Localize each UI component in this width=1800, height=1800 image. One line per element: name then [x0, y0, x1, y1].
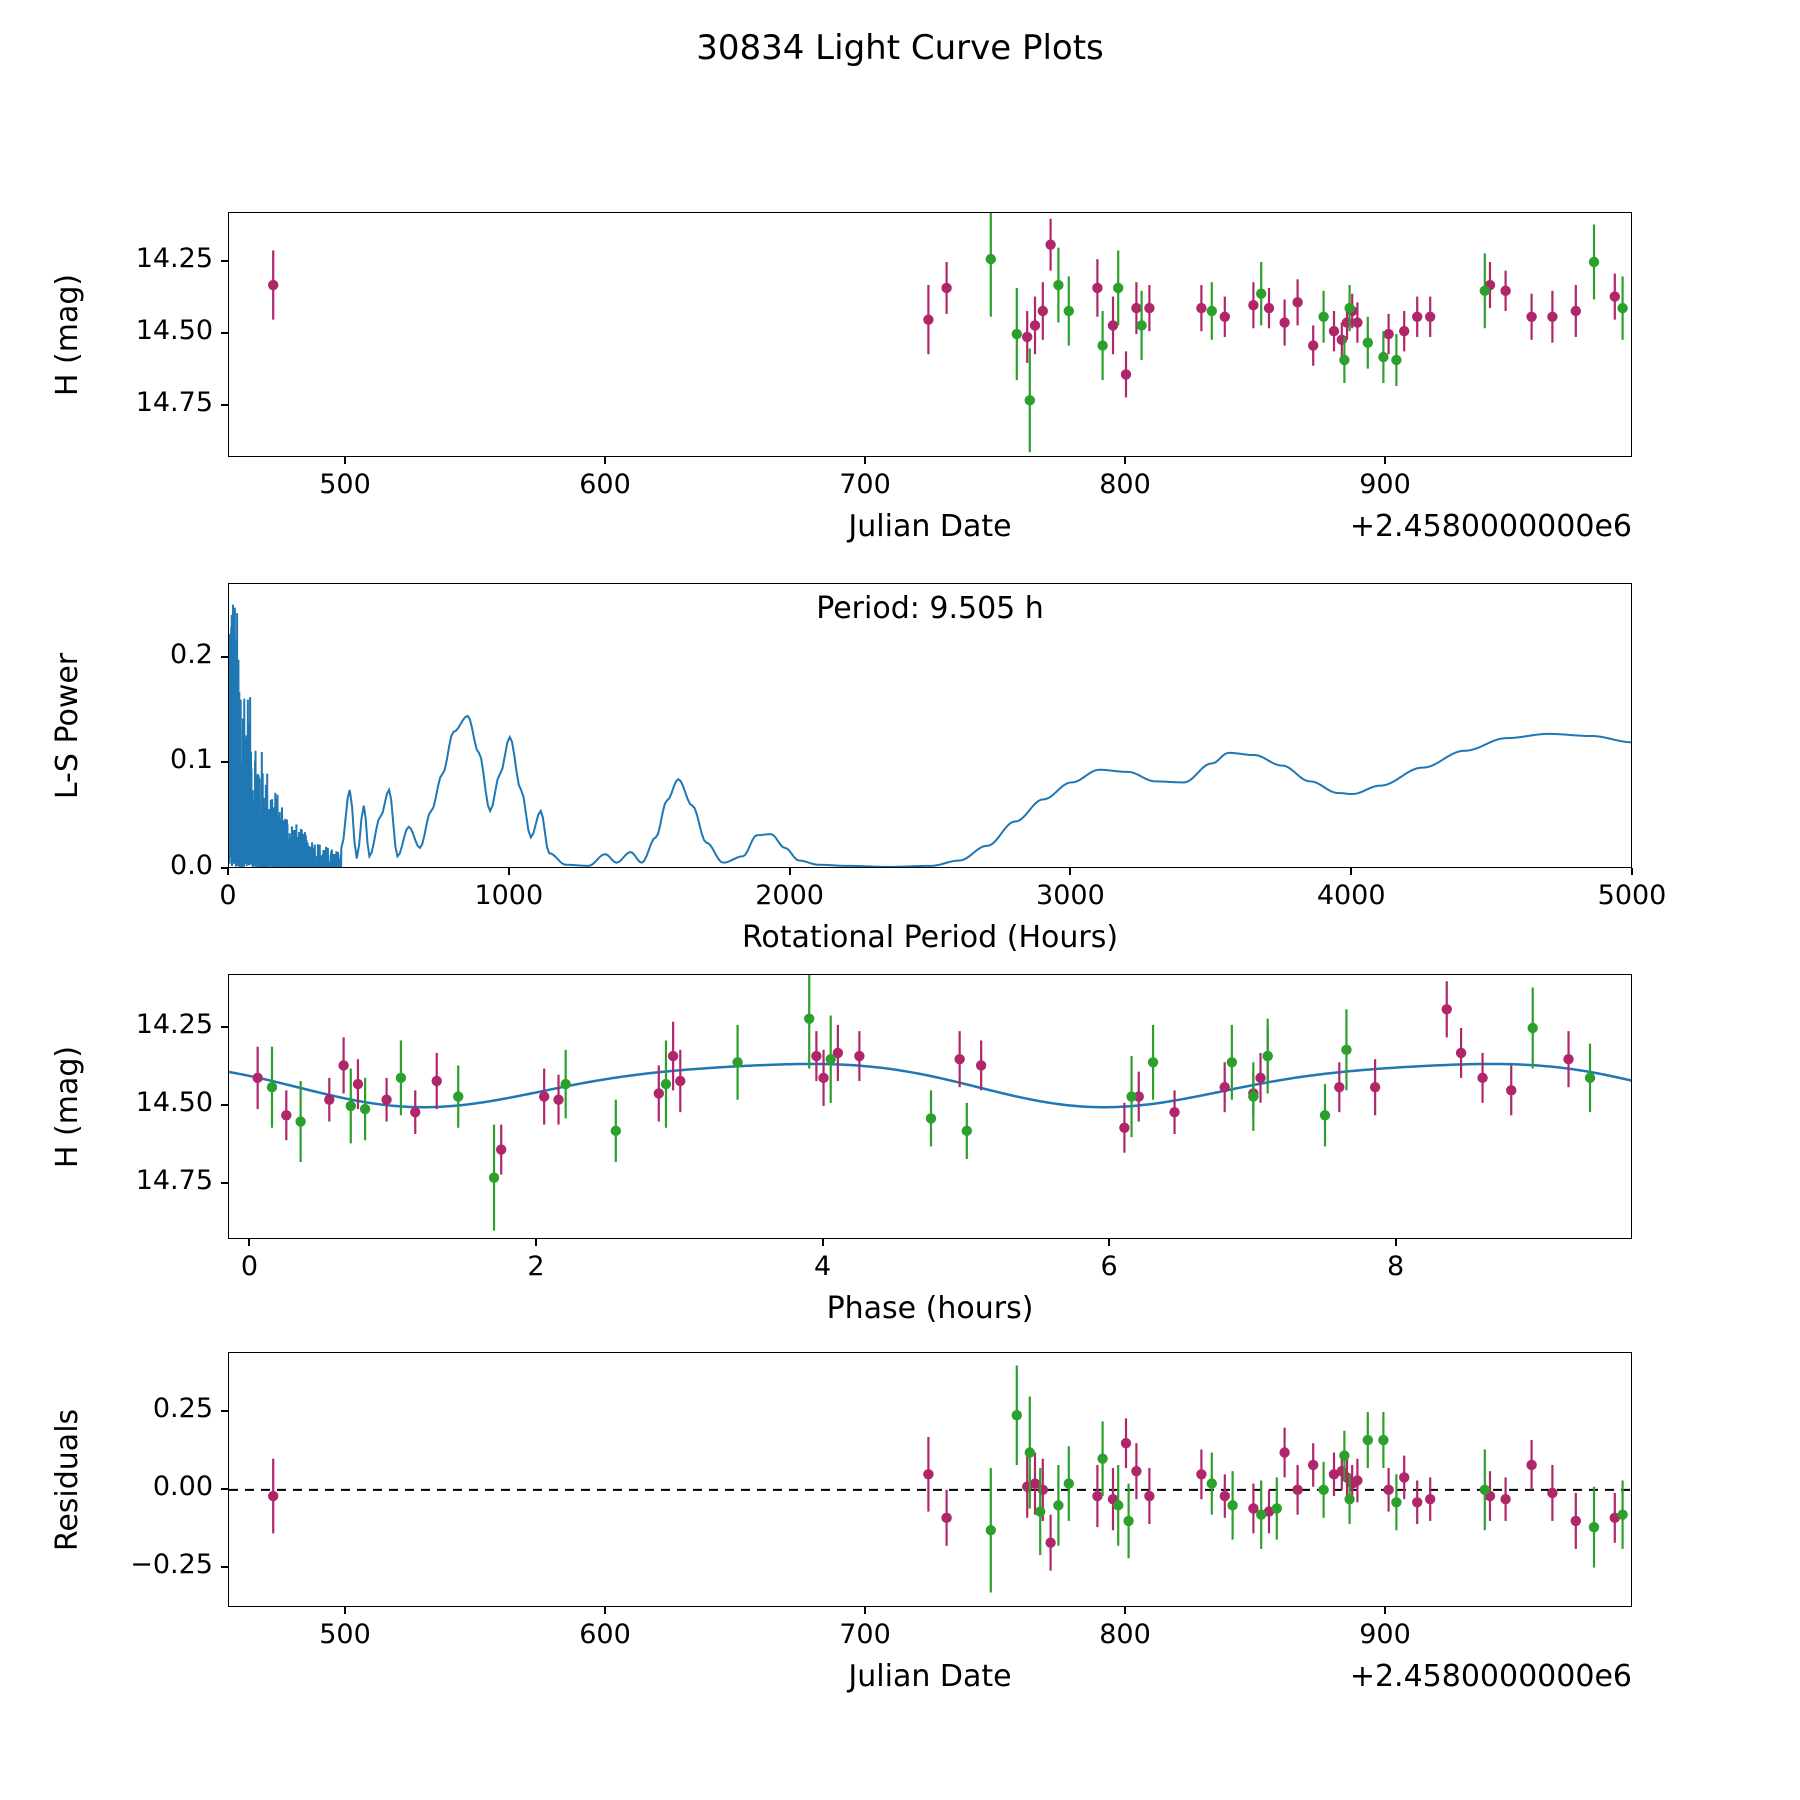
data-point — [360, 1104, 370, 1114]
data-point — [826, 1054, 836, 1064]
data-point — [1391, 1497, 1401, 1507]
y-tick-label: 14.75 — [135, 1164, 213, 1196]
data-point — [1571, 306, 1581, 316]
data-point — [1025, 1447, 1035, 1457]
data-point — [1308, 1460, 1318, 1470]
data-point — [1248, 300, 1258, 310]
data-point — [432, 1076, 442, 1086]
data-point — [1363, 1435, 1373, 1445]
data-point — [1526, 1460, 1536, 1470]
data-point — [268, 1491, 278, 1501]
data-point — [854, 1051, 864, 1061]
x-tick-mark — [789, 868, 791, 875]
data-point — [353, 1079, 363, 1089]
y-tick-mark — [221, 260, 228, 262]
data-point — [1571, 1516, 1581, 1526]
x-axis-offset-label: +2.4580000000e6 — [1349, 509, 1632, 544]
data-point — [338, 1060, 348, 1070]
data-point — [1378, 352, 1388, 362]
data-point — [267, 1082, 277, 1092]
x-tick-label: 0 — [219, 880, 237, 911]
data-point — [1589, 1522, 1599, 1532]
data-point — [611, 1126, 621, 1136]
x-tick-mark — [508, 868, 510, 875]
y-tick-label: 0.25 — [152, 1393, 213, 1425]
data-layer — [229, 584, 1632, 868]
x-tick-label: 1000 — [474, 880, 544, 911]
data-point — [1378, 1435, 1388, 1445]
x-tick-label: 800 — [1099, 469, 1151, 500]
data-point — [1589, 257, 1599, 267]
data-point — [986, 254, 996, 264]
y-axis-label: H (mag) — [50, 1045, 85, 1168]
data-point — [560, 1079, 570, 1089]
plot-panel-light-curve-by-date — [50, 212, 1632, 544]
x-tick-mark — [1395, 1239, 1397, 1246]
data-point — [1500, 286, 1510, 296]
x-tick-mark — [1124, 457, 1126, 464]
data-point — [1119, 1123, 1129, 1133]
data-point — [1329, 326, 1339, 336]
x-axis-offset-label: +2.4580000000e6 — [1349, 1659, 1632, 1694]
x-tick-mark — [864, 457, 866, 464]
data-point — [1279, 1447, 1289, 1457]
x-tick-label: 6 — [1100, 1251, 1118, 1282]
data-point — [1196, 303, 1206, 313]
data-point — [1144, 303, 1154, 313]
data-point — [489, 1172, 499, 1182]
data-point — [1144, 1491, 1154, 1501]
plot-panel-residuals-by-date — [50, 1352, 1632, 1694]
x-tick-mark — [227, 868, 229, 875]
data-point — [1022, 332, 1032, 342]
x-tick-mark — [344, 1607, 346, 1614]
data-point — [1131, 303, 1141, 313]
x-tick-label: 900 — [1359, 469, 1411, 500]
x-tick-mark — [535, 1239, 537, 1246]
page-title: 30834 Light Curve Plots — [696, 28, 1104, 68]
plot-panel-phase-folded-light-curve — [50, 974, 1632, 1326]
series-green — [267, 975, 1595, 1231]
y-tick-label: 14.75 — [135, 387, 213, 419]
data-point — [1030, 320, 1040, 330]
data-point — [941, 1513, 951, 1523]
data-point — [1363, 338, 1373, 348]
data-point — [1480, 286, 1490, 296]
series-magenta — [268, 219, 1620, 398]
data-point — [1264, 303, 1274, 313]
data-point — [1035, 1506, 1045, 1516]
data-point — [1412, 1497, 1422, 1507]
y-axis-label: H (mag) — [50, 273, 85, 396]
x-axis-label: Rotational Period (Hours) — [741, 920, 1119, 955]
data-point — [818, 1073, 828, 1083]
data-point — [295, 1116, 305, 1126]
data-point — [396, 1073, 406, 1083]
data-point — [1220, 312, 1230, 322]
x-tick-mark — [822, 1239, 824, 1246]
x-tick-label: 600 — [579, 1619, 631, 1650]
data-point — [1344, 1494, 1354, 1504]
data-point — [1456, 1048, 1466, 1058]
series-magenta — [268, 1418, 1620, 1570]
data-point — [1480, 1485, 1490, 1495]
data-point — [1053, 280, 1063, 290]
x-tick-label: 5000 — [1597, 880, 1667, 911]
y-tick-mark — [221, 1488, 228, 1490]
data-point — [1318, 1485, 1328, 1495]
data-point — [1108, 320, 1118, 330]
data-layer — [229, 975, 1632, 1239]
data-point — [654, 1088, 664, 1098]
data-point — [1136, 320, 1146, 330]
data-point — [268, 280, 278, 290]
data-point — [1207, 1478, 1217, 1488]
y-tick-mark — [221, 1104, 228, 1106]
data-point — [923, 1469, 933, 1479]
data-point — [1256, 1510, 1266, 1520]
data-point — [1123, 1516, 1133, 1526]
data-point — [1339, 1450, 1349, 1460]
data-point — [1563, 1054, 1573, 1064]
ls-power-curve — [229, 605, 1632, 868]
y-axis-label: Residuals — [50, 1408, 85, 1551]
y-tick-label: 14.25 — [135, 1009, 213, 1040]
axes-frame — [228, 212, 1632, 457]
data-point — [954, 1054, 964, 1064]
data-point — [453, 1091, 463, 1101]
data-point — [668, 1051, 678, 1061]
data-point — [1148, 1057, 1158, 1067]
data-point — [539, 1091, 549, 1101]
x-tick-label: 600 — [579, 469, 631, 500]
data-point — [1292, 1485, 1302, 1495]
data-point — [1352, 317, 1362, 327]
data-point — [410, 1107, 420, 1117]
data-point — [804, 1013, 814, 1023]
x-tick-label: 500 — [319, 1619, 371, 1650]
data-point — [381, 1095, 391, 1105]
data-point — [1334, 1082, 1344, 1092]
data-point — [1617, 1510, 1627, 1520]
data-point — [1425, 312, 1435, 322]
x-axis-label: Julian Date — [848, 1659, 1012, 1694]
data-point — [1121, 369, 1131, 379]
data-point — [1207, 306, 1217, 316]
data-point — [661, 1079, 671, 1089]
data-point — [1344, 303, 1354, 313]
data-point — [553, 1095, 563, 1105]
x-tick-mark — [1108, 1239, 1110, 1246]
data-point — [1227, 1500, 1237, 1510]
data-point — [1506, 1085, 1516, 1095]
series-magenta — [252, 981, 1573, 1174]
data-point — [926, 1113, 936, 1123]
data-point — [1064, 1478, 1074, 1488]
data-point — [1528, 1023, 1538, 1033]
axes-frame — [228, 1352, 1632, 1607]
x-tick-mark — [604, 1607, 606, 1614]
data-point — [986, 1525, 996, 1535]
x-axis-label: Phase (hours) — [826, 1291, 1034, 1326]
y-tick-label: 0.0 — [170, 850, 213, 881]
data-point — [1045, 240, 1055, 250]
data-point — [941, 283, 951, 293]
data-point — [1391, 355, 1401, 365]
y-axis-label: L-S Power — [50, 652, 85, 799]
x-tick-mark — [1384, 457, 1386, 464]
y-tick-mark — [221, 1566, 228, 1568]
data-point — [1219, 1082, 1229, 1092]
data-point — [1038, 306, 1048, 316]
data-point — [1500, 1494, 1510, 1504]
plot-panel-lomb-scargle-periodogram — [50, 583, 1667, 955]
x-tick-mark — [344, 457, 346, 464]
data-point — [1547, 312, 1557, 322]
data-point — [1126, 1091, 1136, 1101]
data-point — [1292, 297, 1302, 307]
data-point — [1227, 1057, 1237, 1067]
y-tick-label: 14.50 — [135, 1086, 213, 1118]
data-point — [1370, 1082, 1380, 1092]
y-tick-label: 0.1 — [170, 744, 213, 776]
data-layer — [229, 213, 1632, 457]
data-point — [976, 1060, 986, 1070]
data-point — [1053, 1500, 1063, 1510]
data-point — [1318, 312, 1328, 322]
period-annotation: Period: 9.505 h — [816, 591, 1044, 626]
data-point — [1425, 1494, 1435, 1504]
data-point — [1248, 1091, 1258, 1101]
y-tick-mark — [221, 761, 228, 763]
data-point — [1412, 312, 1422, 322]
data-point — [1526, 312, 1536, 322]
data-point — [1220, 1491, 1230, 1501]
data-point — [1113, 283, 1123, 293]
y-tick-mark — [221, 656, 228, 658]
x-tick-label: 8 — [1387, 1251, 1405, 1282]
data-point — [1169, 1107, 1179, 1117]
y-tick-mark — [221, 1182, 228, 1184]
data-point — [1255, 1073, 1265, 1083]
data-point — [923, 314, 933, 324]
y-tick-mark — [221, 1410, 228, 1412]
data-point — [1399, 326, 1409, 336]
x-tick-label: 4 — [813, 1251, 832, 1282]
data-point — [962, 1126, 972, 1136]
data-point — [1617, 303, 1627, 313]
data-point — [1339, 355, 1349, 365]
axes-frame — [228, 974, 1632, 1239]
y-tick-label: 0.00 — [152, 1470, 213, 1502]
data-point — [1383, 329, 1393, 339]
data-point — [1383, 1485, 1393, 1495]
data-point — [1256, 289, 1266, 299]
x-tick-label: 900 — [1359, 1619, 1411, 1650]
x-tick-mark — [1069, 868, 1071, 875]
data-point — [1097, 340, 1107, 350]
data-point — [1320, 1110, 1330, 1120]
x-tick-mark — [1124, 1607, 1126, 1614]
data-point — [1113, 1500, 1123, 1510]
x-tick-mark — [1384, 1607, 1386, 1614]
data-point — [281, 1110, 291, 1120]
y-tick-label: 14.50 — [135, 315, 213, 347]
data-point — [1308, 340, 1318, 350]
data-point — [324, 1095, 334, 1105]
data-point — [1131, 1466, 1141, 1476]
x-tick-label: 800 — [1099, 1619, 1151, 1650]
data-point — [1012, 329, 1022, 339]
data-point — [1399, 1472, 1409, 1482]
x-tick-mark — [1631, 868, 1633, 875]
x-tick-label: 0 — [240, 1251, 259, 1282]
data-point — [1064, 306, 1074, 316]
data-point — [1272, 1503, 1282, 1513]
data-point — [252, 1073, 262, 1083]
data-point — [1352, 1475, 1362, 1485]
y-tick-label: −0.25 — [130, 1548, 213, 1580]
data-point — [1585, 1073, 1595, 1083]
data-point — [1477, 1073, 1487, 1083]
y-tick-mark — [221, 1026, 228, 1028]
x-tick-mark — [864, 1607, 866, 1614]
data-point — [496, 1144, 506, 1154]
data-point — [1045, 1537, 1055, 1547]
x-tick-label: 2 — [527, 1251, 545, 1282]
data-point — [346, 1101, 356, 1111]
y-tick-mark — [221, 404, 228, 406]
data-point — [1341, 1045, 1351, 1055]
y-tick-mark — [221, 867, 228, 869]
x-tick-label: 700 — [839, 469, 891, 500]
data-point — [1442, 1004, 1452, 1014]
data-point — [1279, 317, 1289, 327]
data-point — [1097, 1454, 1107, 1464]
x-tick-label: 2000 — [755, 880, 824, 911]
data-point — [1196, 1469, 1206, 1479]
y-tick-label: 0.2 — [170, 638, 213, 670]
data-point — [1121, 1438, 1131, 1448]
data-point — [811, 1051, 821, 1061]
data-layer — [229, 1353, 1632, 1607]
x-tick-label: 500 — [319, 469, 371, 500]
x-tick-label: 4000 — [1316, 880, 1386, 911]
data-point — [1610, 291, 1620, 301]
data-point — [732, 1057, 742, 1067]
x-tick-mark — [1350, 868, 1352, 875]
data-point — [1262, 1051, 1272, 1061]
x-tick-mark — [248, 1239, 250, 1246]
x-tick-label: 3000 — [1036, 880, 1105, 911]
y-tick-mark — [221, 332, 228, 334]
x-tick-label: 700 — [839, 1619, 891, 1650]
x-tick-mark — [604, 457, 606, 464]
data-point — [1025, 395, 1035, 405]
data-point — [1092, 1491, 1102, 1501]
data-point — [675, 1076, 685, 1086]
data-point — [1012, 1410, 1022, 1420]
x-axis-label: Julian Date — [848, 509, 1012, 544]
data-point — [1547, 1488, 1557, 1498]
y-tick-label: 14.25 — [135, 243, 213, 274]
data-point — [1092, 283, 1102, 293]
